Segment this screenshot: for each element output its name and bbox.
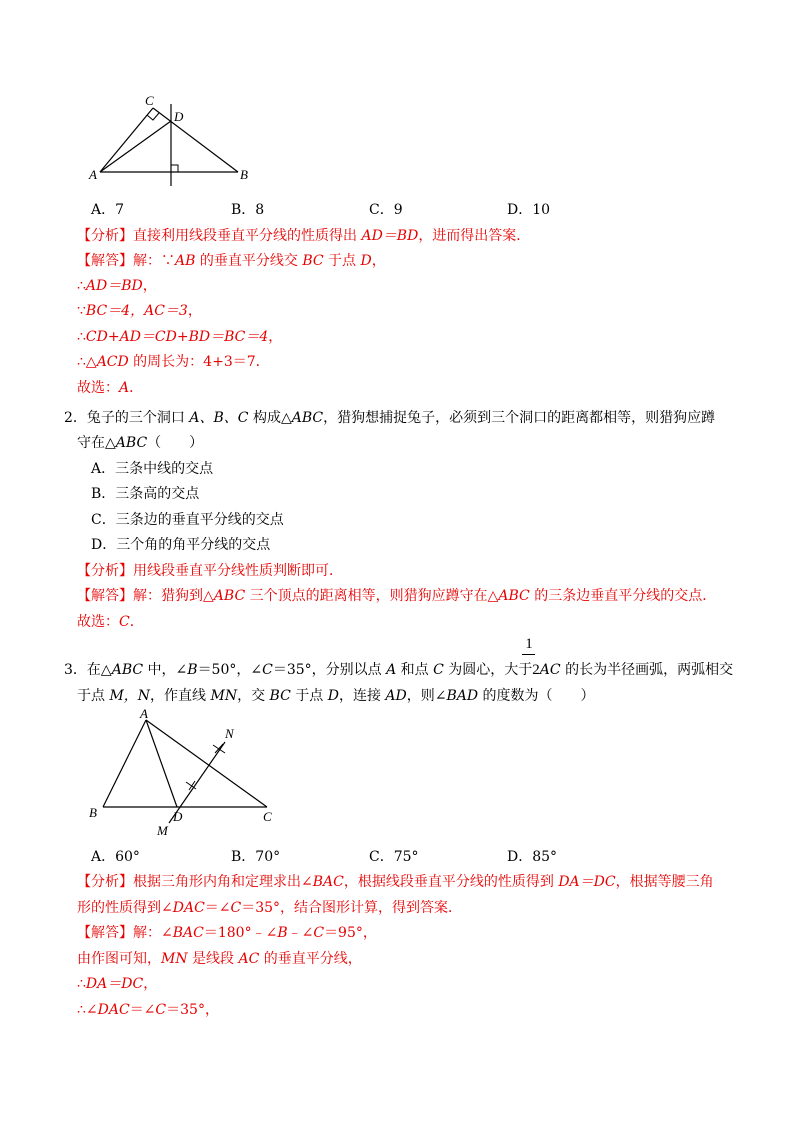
q1-solution-line-4: [77, 327, 282, 347]
q3-solution-tag: 【解答】: [77, 925, 133, 941]
q3-stem2-e: ，连接: [338, 688, 386, 704]
q1-line3-end: ，: [187, 303, 202, 319]
q3-solution-a: 解：∠: [133, 925, 173, 941]
q1-label-c: C: [145, 93, 154, 108]
q3-side-ac: [146, 720, 267, 807]
q3-fraction-numerator: 1: [525, 636, 533, 652]
q3-stem-g: 的长为半径画弧，两弧相交: [560, 662, 734, 678]
q1-line3-text: BC＝4，AC＝3: [85, 303, 188, 319]
q2-stem-abc-list: A、B、C: [189, 410, 249, 426]
q2-analysis-text: 用线段垂直平分线性质判断即可．: [133, 563, 343, 579]
q1-solution-line-2: [77, 276, 157, 296]
q3-stem2-mn: M，N: [109, 688, 151, 704]
q3-solution-d: ＝95°，: [324, 925, 377, 941]
q3-analysis-dadc: DA＝DC: [558, 874, 616, 890]
q1-solution-pre: 解：∵: [133, 253, 175, 269]
q1-analysis-pre: 直接利用线段垂直平分线的性质得出: [133, 228, 362, 244]
q1-solution-line-3: [77, 301, 202, 321]
q3-label-n: N: [225, 726, 234, 741]
q2-choice-pre: 故选：: [77, 614, 119, 630]
q3-stem-line-2: [77, 686, 595, 706]
q3-label-d: D: [173, 809, 183, 824]
q3-option-a: A．60°: [91, 849, 140, 865]
q1-line4-sym: ∴: [77, 329, 86, 345]
q3-line3-text: DA＝DC: [85, 976, 144, 992]
q3-solution-line-4: [77, 1000, 219, 1020]
q3-stem2-g: 的度数为（ ）: [478, 688, 595, 704]
q3-stem-line-1: [64, 660, 733, 680]
q3-fraction-denominator: 2: [532, 662, 540, 678]
q1-line4-end: ，: [268, 329, 283, 345]
q2-solution-tag: 【解答】: [77, 588, 133, 604]
q2-solution-abc: ABC: [213, 588, 246, 604]
q3-option-b: B．70°: [231, 849, 281, 865]
q1-line5-acd: ACD: [96, 354, 129, 370]
q3-figure: [85, 705, 285, 845]
q1-choice: [77, 378, 143, 398]
q3-line3-end: ，: [143, 976, 158, 992]
q1-solution-bc: BC: [302, 253, 324, 269]
q2-stem2-a: 守在△: [77, 435, 116, 451]
q1-right-angle-foot: [171, 165, 178, 172]
q3-stem-e: 和点: [396, 662, 434, 678]
q3-line2-b: 是线段: [187, 951, 239, 967]
q1-option-c: C．9: [369, 202, 403, 218]
q3-segment-ad: [146, 720, 177, 807]
q1-choice-pre: 故选：: [77, 380, 119, 396]
q3-stem2-a: 于点: [77, 688, 110, 704]
q3-line4-b: ＝∠: [129, 1002, 156, 1018]
q1-solution-tag: 【解答】: [77, 253, 133, 269]
q3-stem-d: ＝35°，分别以点: [272, 662, 387, 678]
q2-analysis-tag: 【分析】: [77, 563, 133, 579]
q3-solution-b: ＝180°﹣∠: [203, 925, 278, 941]
q1-solution: [77, 251, 386, 271]
q3-solution: [77, 923, 377, 943]
q3-stem-point-c: C: [433, 662, 444, 678]
q1-figure: [85, 90, 265, 190]
q1-solution-ab: AB: [175, 253, 196, 269]
q3-label-m: M: [157, 823, 168, 838]
q2-option-b: B．三条高的交点: [91, 486, 200, 502]
q1-choice-letter: A: [119, 380, 130, 396]
q3-solution-angle-b: B: [277, 925, 288, 941]
q3-analysis-tag: 【分析】: [77, 874, 133, 890]
q1-label-a: A: [89, 167, 97, 182]
q2-stem2-abc: ABC: [115, 435, 148, 451]
q1-right-angle-c: [147, 113, 159, 120]
q3-stem-abc: ABC: [111, 662, 144, 678]
q2-option-c: C．三条边的垂直平分线的交点: [91, 512, 284, 528]
q3-analysis2-a: 形的性质得到∠: [77, 900, 173, 916]
q2-stem-line-1: [64, 408, 715, 428]
q3-line2-ac: AC: [238, 951, 260, 967]
q3-stem-c: ＝50°，∠: [197, 662, 263, 678]
q3-analysis-a: 根据三角形内角和定理求出∠: [133, 874, 313, 890]
q3-line4-d: ＝35°，: [166, 1002, 219, 1018]
q2-solution-b: 三个顶点的距离相等，则猎狗应蹲守在△: [245, 588, 499, 604]
q3-analysis-line-1: [77, 872, 714, 892]
q3-analysis2-d: ＝35°，结合图形计算，得到答案．: [241, 900, 463, 916]
q3-line4-dac: DAC: [97, 1002, 130, 1018]
q1-option-d: D．10: [507, 202, 551, 218]
q3-stem2-bad: BAD: [446, 688, 479, 704]
q3-fraction-bar: [522, 654, 535, 655]
q3-stem-a: 在△: [86, 662, 112, 678]
q1-line2-sym: ∴: [77, 278, 86, 294]
q3-analysis-b: ，根据线段垂直平分线的性质得到: [343, 874, 559, 890]
q1-line2-end: ，: [142, 278, 157, 294]
q1-line3-sym: ∵: [77, 303, 86, 319]
q2-stem-b: 构成△: [248, 410, 292, 426]
q2-analysis: [77, 561, 343, 581]
q2-stem2-b: （ ）: [147, 435, 204, 451]
q3-stem2-c: ，交: [237, 688, 270, 704]
q2-solution-abc2: ABC: [498, 588, 530, 604]
q2-solution: [77, 586, 716, 606]
q3-stem-point-a: A: [386, 662, 397, 678]
q3-stem-angle-b: B: [187, 662, 198, 678]
q2-stem-abc: ABC: [291, 410, 324, 426]
q1-analysis: [77, 226, 530, 246]
q1-solution-d: D: [360, 253, 372, 269]
q1-line4-text: CD+AD＝CD+BD＝BC＝4: [85, 329, 269, 345]
q1-choice-end: ．: [129, 380, 144, 396]
q1-analysis-tag: 【分析】: [77, 228, 133, 244]
q3-solution-line-3: [77, 974, 157, 994]
q3-analysis-bac: BAC: [312, 874, 344, 890]
q3-stem-b: 中，∠: [143, 662, 188, 678]
q2-choice-end: ．: [129, 614, 144, 630]
q1-line5-pre: ∴△: [77, 354, 97, 370]
q3-analysis2-dac: DAC: [172, 900, 205, 916]
q2-option-d: D．三个角的角平分线的交点: [91, 537, 271, 553]
q3-stem2-mn2: MN: [210, 688, 238, 704]
q3-line4-c: C: [155, 1002, 167, 1018]
q1-analysis-post: ，进而得出答案．: [418, 228, 531, 244]
q1-option-a: A．7: [91, 202, 125, 218]
q1-line5-post: 的周长为：4+3＝7．: [128, 354, 270, 370]
q1-analysis-eq: AD＝BD: [361, 228, 419, 244]
q3-solution-bac: BAC: [172, 925, 204, 941]
q3-stem-f: 为圆心，大于: [443, 662, 533, 678]
q3-analysis-c: ，根据等腰三角: [615, 874, 714, 890]
q3-number: 3．: [64, 662, 87, 678]
q3-stem2-ad: AD: [385, 688, 407, 704]
q2-choice: [77, 612, 144, 632]
q3-line3-sym: ∴: [77, 976, 86, 992]
q3-analysis-line-2: [77, 898, 462, 918]
q1-label-d: D: [174, 109, 184, 124]
q3-stem2-d: 于点: [290, 688, 328, 704]
q3-label-c: C: [263, 809, 272, 824]
q1-line2-text: AD＝BD: [85, 278, 143, 294]
q2-stem-a: 兔子的三个洞口: [86, 410, 190, 426]
q3-label-a: A: [140, 706, 148, 721]
q3-line2-c: 的垂直平分线，: [259, 951, 362, 967]
q3-solution-line-2: [77, 949, 362, 969]
q3-solution-c: ﹣∠: [287, 925, 314, 941]
q1-label-b: B: [240, 167, 248, 182]
q3-analysis2-b: ＝∠: [204, 900, 231, 916]
q3-stem2-bc: BC: [269, 688, 291, 704]
q3-line4-a: ∴∠: [77, 1002, 98, 1018]
q3-label-b: B: [89, 805, 97, 820]
q2-solution-a: 解：猎狗到△: [133, 588, 214, 604]
q1-side-cb: [153, 108, 238, 172]
q3-line2-a: 由作图可知，: [77, 951, 161, 967]
q2-solution-c: 的三条边垂直平分线的交点．: [529, 588, 717, 604]
q3-option-d: D．85°: [507, 849, 558, 865]
q2-option-a: A．三条中线的交点: [91, 461, 214, 477]
q1-solution-line-5: [77, 352, 270, 372]
q1-solution-mid2: 于点: [323, 253, 361, 269]
q3-line2-mn: MN: [161, 951, 188, 967]
q3-solution-angle-c: C: [313, 925, 325, 941]
q2-stem-line-2: [77, 433, 203, 453]
q3-side-ab: [103, 720, 146, 807]
q3-stem2-f: ，则∠: [406, 688, 447, 704]
q3-stem2-d-point: D: [327, 688, 339, 704]
q2-number: 2．: [64, 410, 87, 426]
q3-stem-angle-c: C: [262, 662, 273, 678]
q1-option-b: B．8: [231, 202, 265, 218]
q3-option-c: C．75°: [369, 849, 419, 865]
q3-stem-ac: AC: [539, 662, 561, 678]
q1-solution-end: ，: [371, 253, 386, 269]
q3-analysis2-c: C: [230, 900, 242, 916]
q2-choice-letter: C: [119, 614, 130, 630]
q3-stem2-b: ，作直线: [150, 688, 211, 704]
q1-solution-mid: 的垂直平分线交: [195, 253, 303, 269]
q2-stem-c: ，猎狗想捕捉兔子，必须到三个洞口的距离都相等，则猎狗应蹲: [323, 410, 716, 426]
